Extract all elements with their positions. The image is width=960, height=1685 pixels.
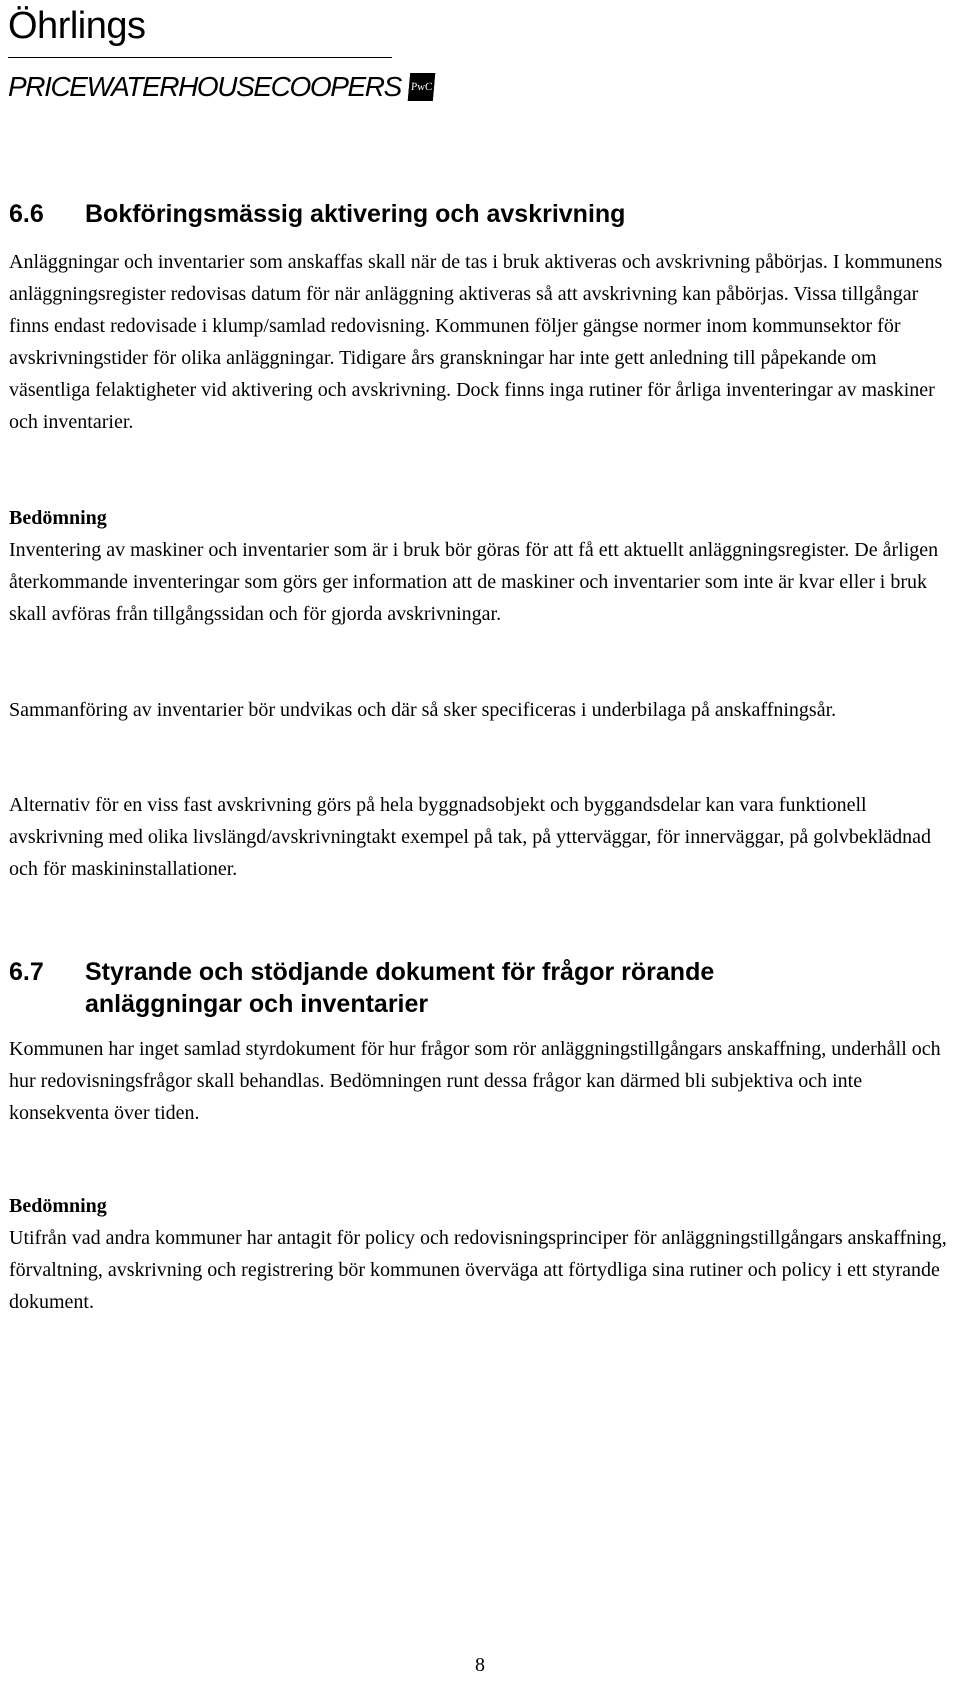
section-6-7-title-line-1: Styrande och stödjande dokument för frågor rörande [85,958,715,986]
section-6-6-assessment-heading: Bedömning [9,507,107,529]
section-6-6-number: 6.6 [9,200,44,228]
section-6-7-title [85,956,714,1020]
pwc-seal-icon: PwC [408,73,436,101]
section-6-7-number: 6.7 [9,958,44,986]
pwc-logo-text: PRICEWATERHOUSECOOPERS [8,71,401,102]
page-number: 8 [475,1654,485,1676]
section-6-6-assessment-paragraph-2: Sammanföring av inventarier bör undvikas och där så sker specificeras i underbilaga på anskaffningsår. [9,699,837,721]
section-6-6-assessment-paragraph-3: Alternativ för en viss fast avskrivning görs på hela byggnadsobjekt och byggandsdelar kan vara funktionell avskrivning med olika livslängd/avskrivningtakt exempel på tak, på ytterväggar, för innerväggar, på golvbeklädnad och för maskininstallationer. [9,794,932,880]
header-rule [8,57,392,58]
section-6-7-assessment-paragraph: Utifrån vad andra kommuner har antagit för policy och redovisningsprinciper för anläggningstillgångars anskaffning, förvaltning, avskrivning och registrering bör kommunen överväga att förtydliga sina rutiner och policy i ett styrande dokument. [9,1227,947,1313]
ohrlings-logo-text: Öhrlings [8,5,146,47]
section-6-7-assessment-heading: Bedömning [9,1195,107,1217]
section-6-7-heading [9,956,714,1020]
section-6-7-title-line-2: anläggningar och inventarier [85,990,429,1018]
section-6-6-heading [9,198,625,230]
section-6-7-paragraph: Kommunen har inget samlad styrdokument för hur frågor som rör anläggningstillgångars anskaffning, underhåll och hur redovisningsfrågor skall behandlas. Bedömningen runt dessa frågor kan därmed bli subjektiva och inte konsekventa över tiden. [9,1038,941,1124]
pwc-logo [8,66,433,108]
section-6-6-assessment-paragraph-1: Inventering av maskiner och inventarier som är i bruk bör göras för att få ett aktuellt anläggningsregister. De årligen återkommande inventeringar som görs ger information att de maskiner och inventarier som inte är kvar eller i bruk skall avföras från tillgångssidan och för gjorda avskrivningar. [9,539,939,625]
section-6-6-paragraph: Anläggningar och inventarier som anskaffas skall när de tas i bruk aktiveras och avskrivning påbörjas. I kommunens anläggningsregister redovisas datum för när anläggning aktiveras så att avskrivning kan påbörjas. Vissa tillgångar finns endast redovisade i klump/samlad redovisning. Kommunen följer gängse normer inom kommunsektor för avskrivningstider för olika anläggningar. Tidigare års granskningar har inte gett anledning till påpekande om väsentliga felaktigheter vid aktivering och avskrivning. Dock finns inga rutiner för årliga inventeringar av maskiner och inventarier. [9,251,943,433]
document-header [8,0,433,108]
section-6-6-title: Bokföringsmässig aktivering och avskrivning [85,200,626,228]
